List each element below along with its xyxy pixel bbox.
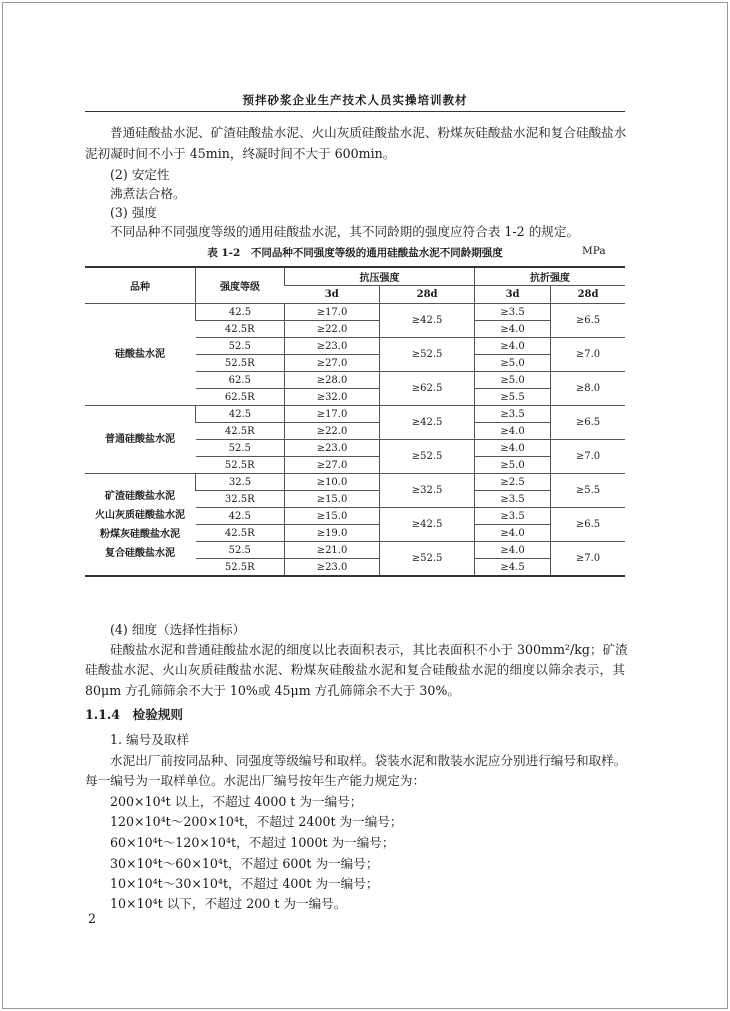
cement-variety: 硅酸盐水泥 [115,349,165,360]
strength-grade: 62.5 [196,372,285,389]
strength-grade: 42.5R [196,321,285,338]
flexural-28d: ≥6.5 [551,406,625,440]
flexural-3d: ≥2.5 [475,474,551,491]
list-item: 60×10⁴t～120×10⁴t，不超过 1000t 为一编号； [110,835,395,850]
heading-soundness: (2) 安定性 [110,167,170,182]
table-caption: 表 1-2 不同品种不同强度等级的通用硅酸盐水泥不同龄期强度 [207,247,503,259]
list-item: 10×10⁴t～30×10⁴t，不超过 400t 为一编号； [110,876,379,891]
strength-grade: 52.5 [196,338,285,355]
strength-grade: 42.5 [196,508,285,525]
flexural-3d: ≥3.5 [475,304,551,321]
flexural-3d: ≥4.0 [475,525,551,542]
header-rule [85,111,625,112]
table-row [85,474,625,491]
col-compressive-28d: 28d [380,286,475,304]
strength-grade: 42.5R [196,525,285,542]
compressive-3d: ≥10.0 [285,474,380,491]
col-grade: 强度等级 [196,267,285,304]
compressive-3d: ≥28.0 [285,372,380,389]
strength-grade: 52.5 [196,440,285,457]
paragraph-setting-time-2: 泥初凝时间不小于 45min，终凝时间不大于 600min。 [85,146,396,161]
flexural-3d: ≥5.5 [475,389,551,406]
compressive-3d: ≥17.0 [285,304,380,321]
flexural-28d: ≥6.5 [551,304,625,338]
paragraph-soundness: 沸煮法合格。 [110,186,186,201]
paragraph-fineness-1: 硅酸盐水泥和普通硅酸盐水泥的细度以比表面积表示，其比表面积不小于 300mm²/kg；矿渣 [110,642,628,657]
cement-variety-cell [85,474,196,577]
paragraph-strength: 不同品种不同强度等级的通用硅酸盐水泥，其不同龄期的强度应符合表 1-2 的规定。 [110,224,580,239]
flexural-3d: ≥5.0 [475,457,551,474]
compressive-3d: ≥23.0 [285,559,380,577]
compressive-28d: ≥52.5 [380,440,475,474]
list-item: 120×10⁴t～200×10⁴t，不超过 2400t 为一编号； [110,814,403,829]
col-compressive-3d: 3d [285,286,380,304]
strength-grade: 52.5R [196,457,285,474]
col-flexural-28d: 28d [551,286,625,304]
page-number: 2 [88,911,97,926]
compressive-28d: ≥42.5 [380,406,475,440]
cement-variety: 复合硅酸盐水泥 [105,547,175,559]
cement-variety: 粉煤灰硅酸盐水泥 [100,528,180,540]
compressive-3d: ≥23.0 [285,440,380,457]
table-row [85,406,625,423]
flexural-3d: ≥4.0 [475,338,551,355]
flexural-28d: ≥7.0 [551,338,625,372]
flexural-28d: ≥6.5 [551,508,625,542]
heading-fineness: (4) 细度（选择性指标） [110,622,246,637]
flexural-3d: ≥3.5 [475,491,551,508]
strength-grade: 32.5R [196,491,285,508]
compressive-3d: ≥19.0 [285,525,380,542]
flexural-3d: ≥4.0 [475,321,551,338]
flexural-3d: ≥5.0 [475,355,551,372]
compressive-3d: ≥22.0 [285,423,380,440]
running-header: 预拌砂浆企业生产技术人员实操培训教材 [242,93,468,107]
flexural-3d: ≥3.5 [475,406,551,423]
compressive-3d: ≥27.0 [285,457,380,474]
paragraph-numbering-2: 每一编号为一取样单位。水泥出厂编号按年生产能力规定为： [85,773,426,788]
strength-grade: 52.5R [196,355,285,372]
list-item: 200×10⁴t 以上，不超过 4000 t 为一编号； [110,794,363,809]
compressive-3d: ≥15.0 [285,491,380,508]
cement-variety-cell [85,304,196,406]
compressive-3d: ≥32.0 [285,389,380,406]
flexural-3d: ≥4.5 [475,559,551,577]
strength-grade: 32.5 [196,474,285,491]
flexural-28d: ≥5.5 [551,474,625,508]
flexural-28d: ≥8.0 [551,372,625,406]
flexural-3d: ≥3.5 [475,508,551,525]
list-item: 30×10⁴t～60×10⁴t，不超过 600t 为一编号； [110,856,379,871]
compressive-28d: ≥52.5 [380,338,475,372]
compressive-3d: ≥22.0 [285,321,380,338]
compressive-3d: ≥17.0 [285,406,380,423]
flexural-28d: ≥7.0 [551,440,625,474]
cement-variety-cell [85,406,196,474]
strength-grade: 52.5 [196,542,285,559]
flexural-3d: ≥4.0 [475,542,551,559]
cement-variety: 矿渣硅酸盐水泥 [105,490,175,502]
flexural-3d: ≥4.0 [475,423,551,440]
paragraph-setting-time-1: 普通硅酸盐水泥、矿渣硅酸盐水泥、火山灰质硅酸盐水泥、粉煤灰硅酸盐水泥和复合硅酸盐水 [110,125,627,140]
strength-grade: 52.5R [196,559,285,577]
compressive-28d: ≥32.5 [380,474,475,508]
flexural-3d: ≥5.0 [475,372,551,389]
strength-grade: 42.5 [196,304,285,321]
strength-grade: 42.5R [196,423,285,440]
heading-strength: (3) 强度 [110,205,158,220]
compressive-28d: ≥42.5 [380,304,475,338]
subheading-numbering: 1. 编号及取样 [110,732,189,747]
strength-grade: 42.5 [196,406,285,423]
cement-variety: 普通硅酸盐水泥 [105,434,175,445]
compressive-28d: ≥62.5 [380,372,475,406]
paragraph-fineness-3: 80μm 方孔筛筛余不大于 10%或 45μm 方孔筛筛余不大于 30%。 [85,683,460,698]
list-item: 10×10⁴t 以下，不超过 200 t 为一编号。 [110,896,347,911]
strength-grade: 62.5R [196,389,285,406]
col-compressive: 抗压强度 [285,267,475,286]
table-row [85,304,625,321]
flexural-3d: ≥4.0 [475,440,551,457]
compressive-3d: ≥15.0 [285,508,380,525]
paragraph-fineness-2: 硅酸盐水泥、火山灰质硅酸盐水泥、粉煤灰硅酸盐水泥和复合硅酸盐水泥的细度以筛余表示，其 [85,662,625,677]
compressive-28d: ≥52.5 [380,542,475,577]
paragraph-numbering-1: 水泥出厂前按同品种、同强度等级编号和取样。袋装水泥和散装水泥应分别进行编号和取样。 [110,753,627,768]
strength-table [85,266,625,577]
section-heading: 1.1.4 检验规则 [85,707,184,722]
col-flexural-3d: 3d [475,286,551,304]
cement-variety: 火山灰质硅酸盐水泥 [95,509,185,521]
col-flexural: 抗折强度 [475,267,625,286]
col-variety: 品种 [85,267,196,304]
compressive-3d: ≥27.0 [285,355,380,372]
compressive-28d: ≥42.5 [380,508,475,542]
table-unit: MPa [582,245,606,257]
table-body [85,304,625,577]
compressive-3d: ≥23.0 [285,338,380,355]
flexural-28d: ≥7.0 [551,542,625,577]
compressive-3d: ≥21.0 [285,542,380,559]
